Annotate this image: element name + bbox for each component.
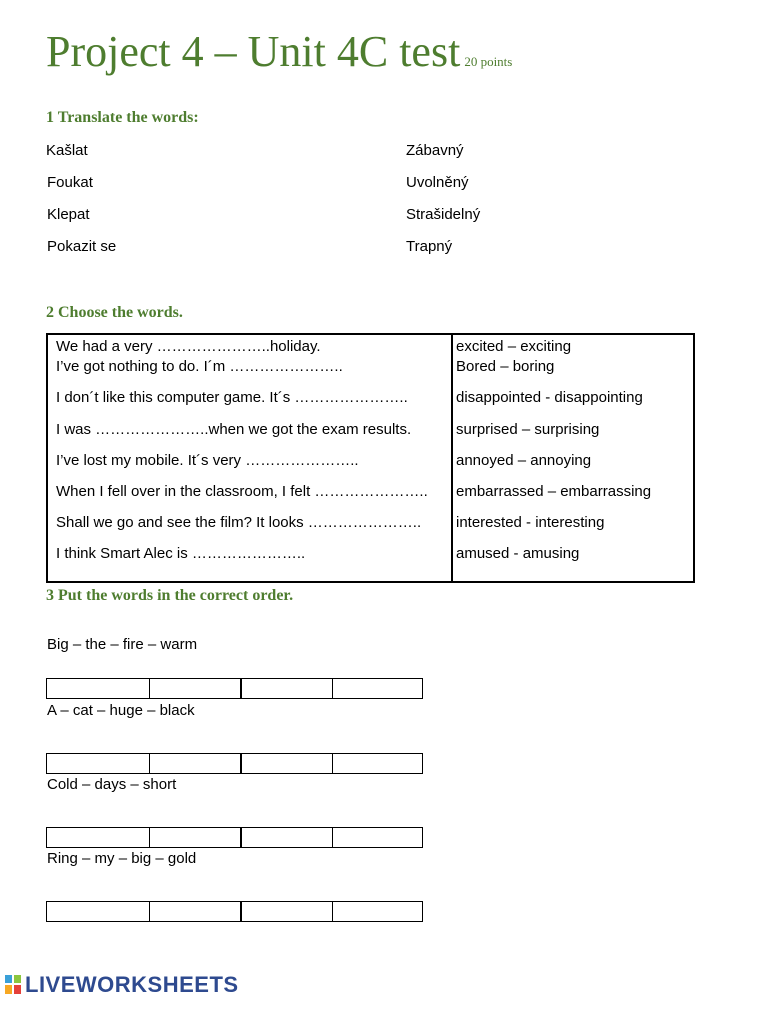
answer-row bbox=[46, 678, 421, 699]
sentence: I was …………………..when we got the exam results. bbox=[56, 421, 412, 438]
answer-box[interactable] bbox=[240, 901, 333, 922]
sentence: I think Smart Alec is ………………….. bbox=[56, 545, 306, 562]
logo-mark-icon bbox=[5, 975, 22, 995]
task1-heading: 1 Translate the words: bbox=[46, 109, 199, 126]
task1-word-left: Pokazit se bbox=[47, 238, 117, 255]
word-order-prompt: A – cat – huge – black bbox=[47, 702, 195, 719]
word-option: annoyed – annoying bbox=[456, 452, 592, 469]
task1-word-right: Strašidelný bbox=[406, 206, 481, 223]
answer-box[interactable] bbox=[332, 827, 423, 848]
word-option: amused - amusing bbox=[456, 545, 580, 562]
answer-box[interactable] bbox=[149, 827, 242, 848]
answer-box[interactable] bbox=[240, 753, 333, 774]
task1-word-left: Klepat bbox=[47, 206, 90, 223]
liveworksheets-logo bbox=[5, 972, 239, 998]
task1-word-right: Trapný bbox=[406, 238, 453, 255]
word-choice-table bbox=[46, 333, 695, 583]
answer-box[interactable] bbox=[332, 901, 423, 922]
task3-heading: 3 Put the words in the correct order. bbox=[46, 587, 294, 604]
answer-box[interactable] bbox=[240, 827, 333, 848]
task1-word-left: Kašlat bbox=[46, 142, 88, 159]
title-main: Project 4 – Unit 4C test bbox=[46, 27, 461, 76]
answer-box[interactable] bbox=[149, 901, 242, 922]
logo-text: LIVEWORKSHEETS bbox=[25, 972, 239, 997]
word-option: Bored – boring bbox=[456, 358, 555, 375]
answer-box[interactable] bbox=[149, 753, 242, 774]
word-order-prompt: Ring – my – big – gold bbox=[47, 850, 197, 867]
answer-box[interactable] bbox=[46, 901, 150, 922]
answer-box[interactable] bbox=[46, 753, 150, 774]
task2-heading: 2 Choose the words. bbox=[46, 304, 183, 321]
answer-box[interactable] bbox=[332, 678, 423, 699]
answer-row bbox=[46, 901, 421, 922]
sentence: We had a very …………………..holiday. bbox=[56, 338, 321, 355]
task1-word-right: Uvolněný bbox=[406, 174, 469, 191]
word-option: interested - interesting bbox=[456, 514, 605, 531]
title-points: 20 points bbox=[464, 54, 513, 69]
word-option: embarrassed – embarrassing bbox=[456, 483, 652, 500]
answer-box[interactable] bbox=[46, 827, 150, 848]
word-order-prompt: Cold – days – short bbox=[47, 776, 177, 793]
word-option: surprised – surprising bbox=[456, 421, 600, 438]
table-column-divider bbox=[451, 335, 453, 581]
sentence: Shall we go and see the film? It looks ………………….. bbox=[56, 514, 422, 531]
sentence: I’ve lost my mobile. It´s very ………………….. bbox=[56, 452, 359, 469]
answer-box[interactable] bbox=[240, 678, 333, 699]
sentence: I don´t like this computer game. It´s ………………….. bbox=[56, 389, 408, 406]
answer-box[interactable] bbox=[46, 678, 150, 699]
word-option: excited – exciting bbox=[456, 338, 572, 355]
answer-box[interactable] bbox=[149, 678, 242, 699]
task1-word-right: Zábavný bbox=[406, 142, 464, 159]
answer-row bbox=[46, 753, 421, 774]
sentence: When I fell over in the classroom, I felt ………………….. bbox=[56, 483, 428, 500]
answer-row bbox=[46, 827, 421, 848]
page-title bbox=[46, 24, 512, 90]
answer-box[interactable] bbox=[332, 753, 423, 774]
word-option: disappointed - disappointing bbox=[456, 389, 643, 406]
sentence: I’ve got nothing to do. I´m ………………….. bbox=[56, 358, 343, 375]
word-order-prompt: Big – the – fire – warm bbox=[47, 636, 198, 653]
task1-word-left: Foukat bbox=[47, 174, 93, 191]
